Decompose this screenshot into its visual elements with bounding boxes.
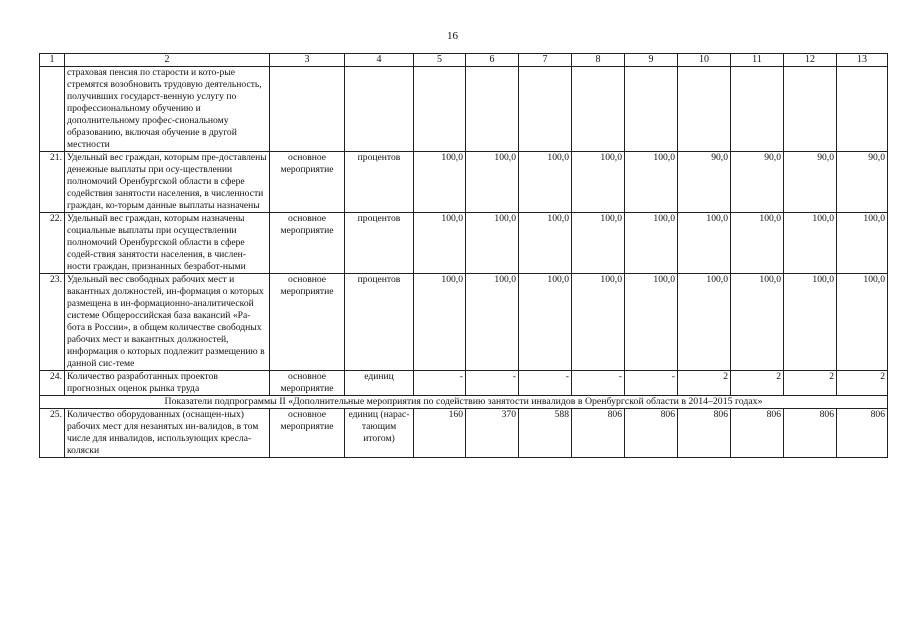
indicator-unit: процентов — [345, 212, 414, 273]
indicator-unit: единиц — [345, 370, 414, 395]
value-cell — [784, 67, 837, 152]
column-header: 3 — [270, 54, 345, 67]
value-cell: 100,0 — [572, 212, 625, 273]
value-cell: 100,0 — [837, 212, 888, 273]
value-cell — [837, 67, 888, 152]
value-cell: 100,0 — [731, 273, 784, 370]
value-cell: 100,0 — [519, 273, 572, 370]
column-header: 9 — [625, 54, 678, 67]
value-cell: 806 — [625, 408, 678, 457]
value-cell: 100,0 — [784, 273, 837, 370]
value-cell: 160 — [414, 408, 466, 457]
table-row — [40, 273, 888, 370]
value-cell: 806 — [678, 408, 731, 457]
value-cell: 100,0 — [572, 151, 625, 212]
value-cell — [678, 67, 731, 152]
indicator-unit: процентов — [345, 151, 414, 212]
indicator-name: Удельный вес граждан, которым назначены социальные выплаты при осуществлении полномочий Оренбургской области в сфере содей-ствия занятости населения, в числен-ности граждан, признанных безработ-ными — [65, 212, 270, 273]
value-cell: 806 — [731, 408, 784, 457]
value-cell: 2 — [837, 370, 888, 395]
value-cell: 100,0 — [625, 273, 678, 370]
value-cell — [519, 67, 572, 152]
indicator-type: основное мероприятие — [270, 370, 345, 395]
value-cell: 100,0 — [678, 273, 731, 370]
row-number: 25. — [40, 408, 65, 457]
value-cell: - — [414, 370, 466, 395]
page-number: 16 — [447, 30, 458, 42]
table-row — [40, 370, 888, 395]
value-cell: 100,0 — [466, 151, 519, 212]
section-title: Показатели подпрограммы II «Дополнительные мероприятия по содействию занятости инвалидов в Оренбургской области в 2014–2015 годах» — [40, 395, 888, 408]
indicator-unit — [345, 67, 414, 152]
value-cell: 100,0 — [625, 212, 678, 273]
value-cell: 588 — [519, 408, 572, 457]
value-cell: 2 — [678, 370, 731, 395]
value-cell — [466, 67, 519, 152]
indicator-name: Удельный вес граждан, которым пре-доставлены денежные выплаты при осу-ществлении полномочий Оренбургской области в сфере содействия занятости населения, в численности граждан, ко-торым данные выплаты назначены — [65, 151, 270, 212]
indicator-type: основное мероприятие — [270, 151, 345, 212]
row-number: 23. — [40, 273, 65, 370]
value-cell: 100,0 — [466, 212, 519, 273]
value-cell: 100,0 — [519, 212, 572, 273]
value-cell: 100,0 — [466, 273, 519, 370]
column-number-row — [40, 54, 888, 67]
value-cell: - — [625, 370, 678, 395]
indicator-unit: единиц (нарас-тающим итогом) — [345, 408, 414, 457]
value-cell: 100,0 — [784, 212, 837, 273]
indicator-name: Количество разработанных проектов прогнозных оценок рынка труда — [65, 370, 270, 395]
value-cell — [414, 67, 466, 152]
row-number: 22. — [40, 212, 65, 273]
indicator-name: страховая пенсия по старости и кото-рые стремятся возобновить трудовую деятельность, получивших государст-венную услугу по профессиональному обучению и дополнительному профес-сиональному образованию, включая обучение в другой местности — [65, 67, 270, 152]
value-cell: 370 — [466, 408, 519, 457]
value-cell: - — [519, 370, 572, 395]
value-cell — [625, 67, 678, 152]
value-cell: 90,0 — [731, 151, 784, 212]
column-header: 11 — [731, 54, 784, 67]
indicator-type: основное мероприятие — [270, 408, 345, 457]
value-cell: 100,0 — [414, 273, 466, 370]
column-header: 7 — [519, 54, 572, 67]
column-header: 12 — [784, 54, 837, 67]
indicator-unit: процентов — [345, 273, 414, 370]
value-cell — [572, 67, 625, 152]
value-cell: 90,0 — [678, 151, 731, 212]
row-number: 21. — [40, 151, 65, 212]
column-header: 5 — [414, 54, 466, 67]
value-cell: - — [466, 370, 519, 395]
row-number — [40, 67, 65, 152]
column-header: 6 — [466, 54, 519, 67]
value-cell: 100,0 — [414, 212, 466, 273]
indicators-table — [39, 53, 888, 458]
value-cell: 806 — [784, 408, 837, 457]
section-row — [40, 395, 888, 408]
indicator-name: Количество оборудованных (оснащен-ных) рабочих мест для незанятых ин-валидов, в том числе для инвалидов, использующих кресла-коляски — [65, 408, 270, 457]
value-cell: 806 — [572, 408, 625, 457]
value-cell: 100,0 — [519, 151, 572, 212]
indicator-name: Удельный вес свободных рабочих мест и вакантных должностей, ин-формация о которых размещена в ин-формационно-аналитической системе Общероссийская база вакансий «Ра-бота в России», в общем количестве свободных рабочих мест и вакантных должностей, информация о которых подлежит размещению в данной сис-теме — [65, 273, 270, 370]
indicator-type: основное мероприятие — [270, 212, 345, 273]
value-cell: 90,0 — [837, 151, 888, 212]
value-cell: 100,0 — [572, 273, 625, 370]
value-cell: 100,0 — [625, 151, 678, 212]
value-cell: 100,0 — [678, 212, 731, 273]
column-header: 13 — [837, 54, 888, 67]
indicator-type: основное мероприятие — [270, 273, 345, 370]
table-row — [40, 408, 888, 457]
column-header: 1 — [40, 54, 65, 67]
indicator-type — [270, 67, 345, 152]
value-cell: 100,0 — [837, 273, 888, 370]
value-cell: - — [572, 370, 625, 395]
column-header: 8 — [572, 54, 625, 67]
value-cell: 100,0 — [414, 151, 466, 212]
value-cell: 2 — [731, 370, 784, 395]
value-cell: 90,0 — [784, 151, 837, 212]
value-cell: 806 — [837, 408, 888, 457]
value-cell: 2 — [784, 370, 837, 395]
table-row — [40, 67, 888, 152]
table-row — [40, 212, 888, 273]
row-number: 24. — [40, 370, 65, 395]
column-header: 10 — [678, 54, 731, 67]
table-row — [40, 151, 888, 212]
value-cell: 100,0 — [731, 212, 784, 273]
column-header: 2 — [65, 54, 270, 67]
value-cell — [731, 67, 784, 152]
column-header: 4 — [345, 54, 414, 67]
